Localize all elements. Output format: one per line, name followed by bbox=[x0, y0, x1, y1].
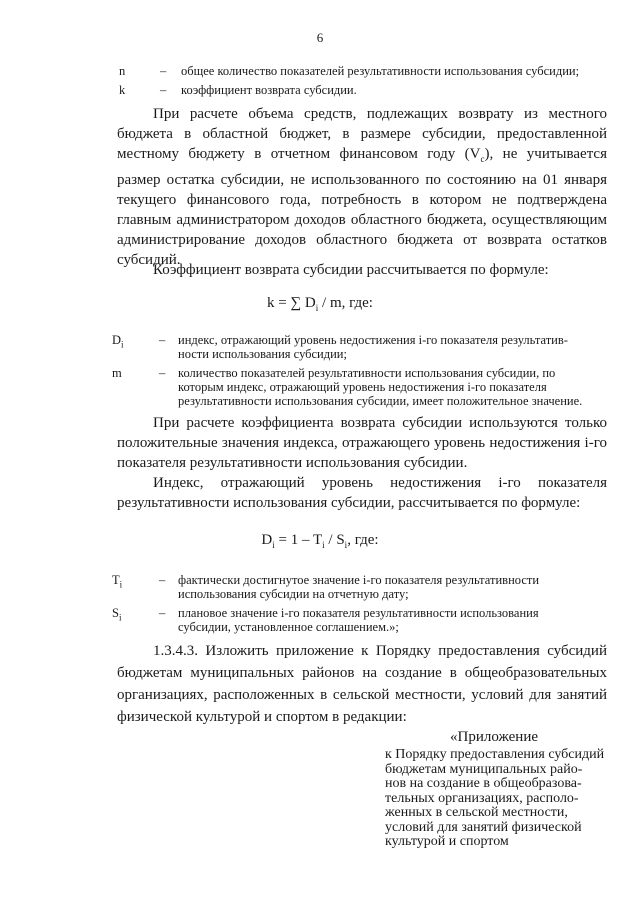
formula-text: , где: bbox=[347, 532, 379, 548]
formula-k bbox=[0, 295, 640, 313]
page-number: 6 bbox=[316, 30, 324, 45]
formula-text: / m, где: bbox=[318, 295, 373, 311]
paragraph-formula-intro: Коэффициент возврата субсидии рассчитывается по формуле: bbox=[153, 262, 549, 278]
formula-text: k = ∑ D bbox=[267, 295, 316, 311]
definition-symbol: n bbox=[119, 64, 126, 78]
definition-symbol: m bbox=[112, 366, 122, 380]
definition-text bbox=[178, 333, 568, 361]
subscript: i bbox=[119, 579, 123, 590]
paragraph-text: При расчете объема средств, подлежащих возврату из местного бюджета в областной бюджет, в размере субсидии, предоставленной местному бюджету в отчетном финансовом году (V bbox=[117, 106, 607, 163]
definition-symbol bbox=[112, 606, 121, 625]
definition-dash: – bbox=[159, 366, 166, 380]
appendix-line: условий для занятий физической bbox=[385, 819, 582, 835]
definition-text bbox=[178, 606, 539, 634]
appendix-title: «Приложение bbox=[450, 729, 539, 745]
definition-text: коэффициент возврата субсидии. bbox=[181, 83, 357, 97]
symbol-text: D bbox=[112, 333, 122, 347]
formula-text: / S bbox=[324, 532, 345, 548]
symbol-text: T bbox=[112, 573, 120, 587]
line: которым индекс, отражающий уровень недостижения i-го показателя bbox=[178, 380, 547, 394]
definition-text bbox=[178, 573, 539, 601]
appendix-line: бюджетам муниципальных райо- bbox=[385, 761, 583, 777]
definition-dash: – bbox=[159, 573, 166, 587]
appendix-line: нов на создание в общеобразова- bbox=[385, 776, 582, 791]
appendix-line: женных в сельской местности, bbox=[385, 805, 568, 820]
definition-symbol bbox=[112, 573, 122, 592]
appendix-caption bbox=[385, 748, 607, 850]
line: индекс, отражающий уровень недостижения i-го показателя результатив- bbox=[178, 333, 568, 347]
line: использования субсидии на отчетную дату; bbox=[178, 587, 409, 601]
symbol-text: S bbox=[112, 606, 119, 620]
subscript: i bbox=[118, 612, 122, 623]
definition-text: общее количество показателей результативности использования субсидии; bbox=[181, 64, 580, 78]
appendix-line: культурой и спортом bbox=[385, 834, 509, 849]
subscript: i bbox=[344, 540, 348, 550]
definition-k bbox=[119, 83, 619, 97]
subscript: i bbox=[315, 303, 319, 313]
paragraph-text: ), не учитывается размер остатка субсидии, не использованного по состоянию на 01 января текущего финансового года, потребность в котором не подтверждена главным администратором доходов областного бюджета, осуществляющим администрирование доходов областного бюджета от возврата остатков субсидий. bbox=[117, 146, 607, 269]
definition-dash: – bbox=[159, 606, 166, 620]
definition-m bbox=[112, 366, 622, 410]
line: количество показателей результативности использования субсидии, по bbox=[178, 366, 556, 380]
line: ности использования субсидии; bbox=[178, 347, 347, 361]
paragraph-appendix-instruction: 1.3.4.3. Изложить приложение к Порядку предоставления субсидий бюджетам муниципальных районов на создание в общеобразовательных организациях, расположенных в сельской местности, условий для занятий физической культурой и спортом в редакции: bbox=[117, 643, 607, 725]
subscript: c bbox=[480, 154, 485, 165]
definition-ti bbox=[112, 573, 622, 603]
formula-di bbox=[0, 532, 640, 550]
line: субсидии, установленное соглашением.»; bbox=[178, 620, 399, 634]
paragraph-index-formula-intro: Индекс, отражающий уровень недостижения i-го показателя результативности использования субсидии, рассчитывается по формуле: bbox=[117, 475, 607, 512]
line: результативности использования субсидии, имеет положительное значение. bbox=[178, 394, 583, 408]
subscript: i bbox=[322, 540, 325, 550]
definition-dash: – bbox=[160, 64, 167, 78]
definition-n bbox=[119, 64, 619, 78]
formula-text: D bbox=[261, 532, 273, 548]
appendix-line: тельных организациях, располо- bbox=[385, 790, 579, 806]
definition-dash: – bbox=[159, 333, 166, 347]
paragraph-remainder-rule bbox=[117, 104, 607, 271]
definition-di bbox=[112, 333, 622, 363]
definition-dash: – bbox=[160, 83, 167, 97]
definition-si bbox=[112, 606, 622, 636]
line: плановое значение i-го показателя результативности использования bbox=[178, 606, 539, 620]
definition-symbol bbox=[112, 333, 124, 352]
subscript: i bbox=[272, 540, 275, 550]
appendix-line: к Порядку предоставления субсидий bbox=[385, 747, 605, 762]
subscript: i bbox=[121, 339, 124, 350]
definition-text bbox=[178, 366, 582, 408]
line: фактически достигнутое значение i-го показателя результативности bbox=[178, 573, 540, 587]
definition-symbol: k bbox=[119, 83, 126, 97]
formula-text: = 1 – T bbox=[274, 532, 323, 548]
paragraph-positive-values: При расчете коэффициента возврата субсидии используются только положительные значения индекса, отражающего уровень недостижения i-го показателя результативности использования субсидии. bbox=[117, 415, 607, 472]
